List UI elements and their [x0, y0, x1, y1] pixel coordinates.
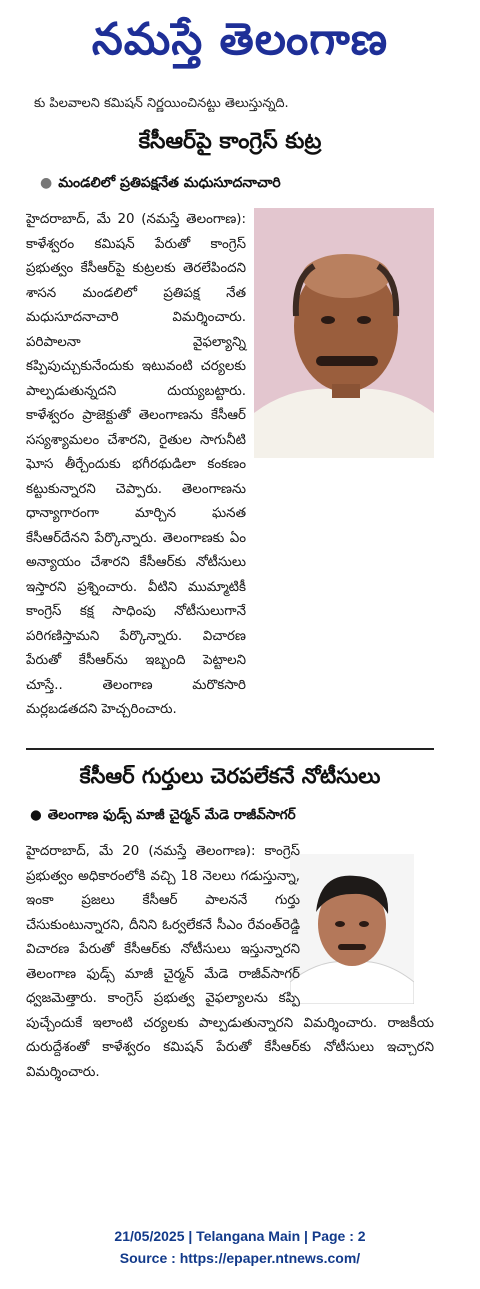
article1-headline: కేసీఆర్‌పై కాంగ్రెస్ కుట్ర — [138, 129, 322, 154]
bullet-icon: ● — [40, 175, 53, 191]
article1-photo — [254, 208, 434, 458]
article1-body-wrap — [26, 208, 246, 723]
masthead-title: నమస్తే తెలంగాణ — [91, 14, 389, 65]
masthead — [0, 0, 480, 80]
bullet-icon: ● — [30, 807, 42, 823]
portrait-madhusudanachari — [254, 208, 434, 458]
photo-spacer — [300, 840, 434, 1000]
article1-subhead-text: మండలిలో ప్రతిపక్షనేత మధుసూదనాచారి — [58, 175, 281, 191]
footer-date-line: 21/05/2025 | Telangana Main | Page : 2 — [114, 1228, 366, 1244]
article2-subhead — [26, 804, 434, 826]
article1-subhead — [26, 172, 434, 194]
article-divider — [26, 748, 434, 750]
footer-source-line: Source : https://epaper.ntnews.com/ — [119, 1250, 361, 1266]
article2-subhead-text: తెలంగాణ ఫుడ్స్ మాజీ చైర్మన్ మేడె రాజీవ్‌సాగర్ — [47, 807, 296, 823]
article1-body-text: హైదరాబాద్, మే 20 (నమస్తే తెలంగాణ): కాళేశ్వరం కమిషన్ పేరుతో కాంగ్రెస్ ప్రభుత్వం కేసీఆర్‌పై కుట్రలకు తెరలేపిందని శాసన మండలిలో ప్రతిపక్ష నేత మధుసూదనాచారి విమర్శించారు. పరిపాలనా వైఫల్యాన్ని కప్పిపుచ్చుకునేందుకు ఇటువంటి చర్యలకు పాల్పడుతున్నదని దుయ్యబట్టారు. కాళేశ్వరం ప్రాజెక్టుతో తెలంగాణను కేసీఆర్ సస్యశ్యామలం చేశారని, రైతుల సాగునీటి ఘోస తీర్చేందుకు భగీరథుడిలా కంకణం కట్టుకున్నారని చెప్పారు. తెలంగాణను ధాన్యాగారంగా మార్చిన ఘనత కేసీఆర్‌దేనని పేర్కొన్నారు. తెలంగాణకు ఏం అన్యాయం చేశారని కేసీఆర్‌కు నోటీసులు ఇస్తారని ప్రశ్నించారు. వీటిని ముమ్మాటికీ కాంగ్రెస్ కక్ష సాధింపు నోటీసులుగానే పరిగణిస్తామని పేర్కొన్నారు. విచారణ పేరుతో కేసీఆర్‌ను ఇబ్బంది పెట్టాలని చూస్తే.. తెలంగాణ మరొకసారి మర్లబడతదని హెచ్చరించారు. — [26, 212, 246, 717]
previous-article-tail: కు పిలవాలని కమిషన్ నిర్ణయించినట్టు తెలుస్తున్నది. — [34, 96, 289, 111]
article2-body-wrap — [26, 840, 434, 1085]
article2-body-text: హైదరాబాద్, మే 20 (నమస్తే తెలంగాణ): కాంగ్రెస్ ప్రభుత్వం అధికారంలోకి వచ్చి 18 నెలలు గడుస్తున్నా, ఇంకా ప్రజలు కేసీఆర్ పాలననే గుర్తు చేసుకుంటున్నారని, దీనిని ఓర్వలేకనే సీఎం రేవంత్‌రెడ్డి విచారణ పేరుతో కేసీఆర్‌కు నోటీసులు ఇస్తున్నారని తెలంగాణ ఫుడ్స్ మాజీ చైర్మన్ మేడె రాజీవ్‌సాగర్ ధ్వజమెత్తారు. కాంగ్రెస్ ప్రభుత్వ వైఫల్యాలను కప్పి పుచ్చేందుకే ఇలాంటి చర్యలకు పాల్పడుతున్నారని విమర్శించారు. రాజకీయ దురుద్దేశంతో కాళేశ్వరం కమిషన్ పేరుతో కేసీఆర్‌కు నోటీసులు ఇచ్చారని విమర్శించారు. — [26, 844, 434, 1080]
news-clipping — [26, 96, 434, 1208]
article2-headline: కేసీఆర్ గుర్తులు చెరపలేకనే నోటీసులు — [79, 764, 381, 788]
